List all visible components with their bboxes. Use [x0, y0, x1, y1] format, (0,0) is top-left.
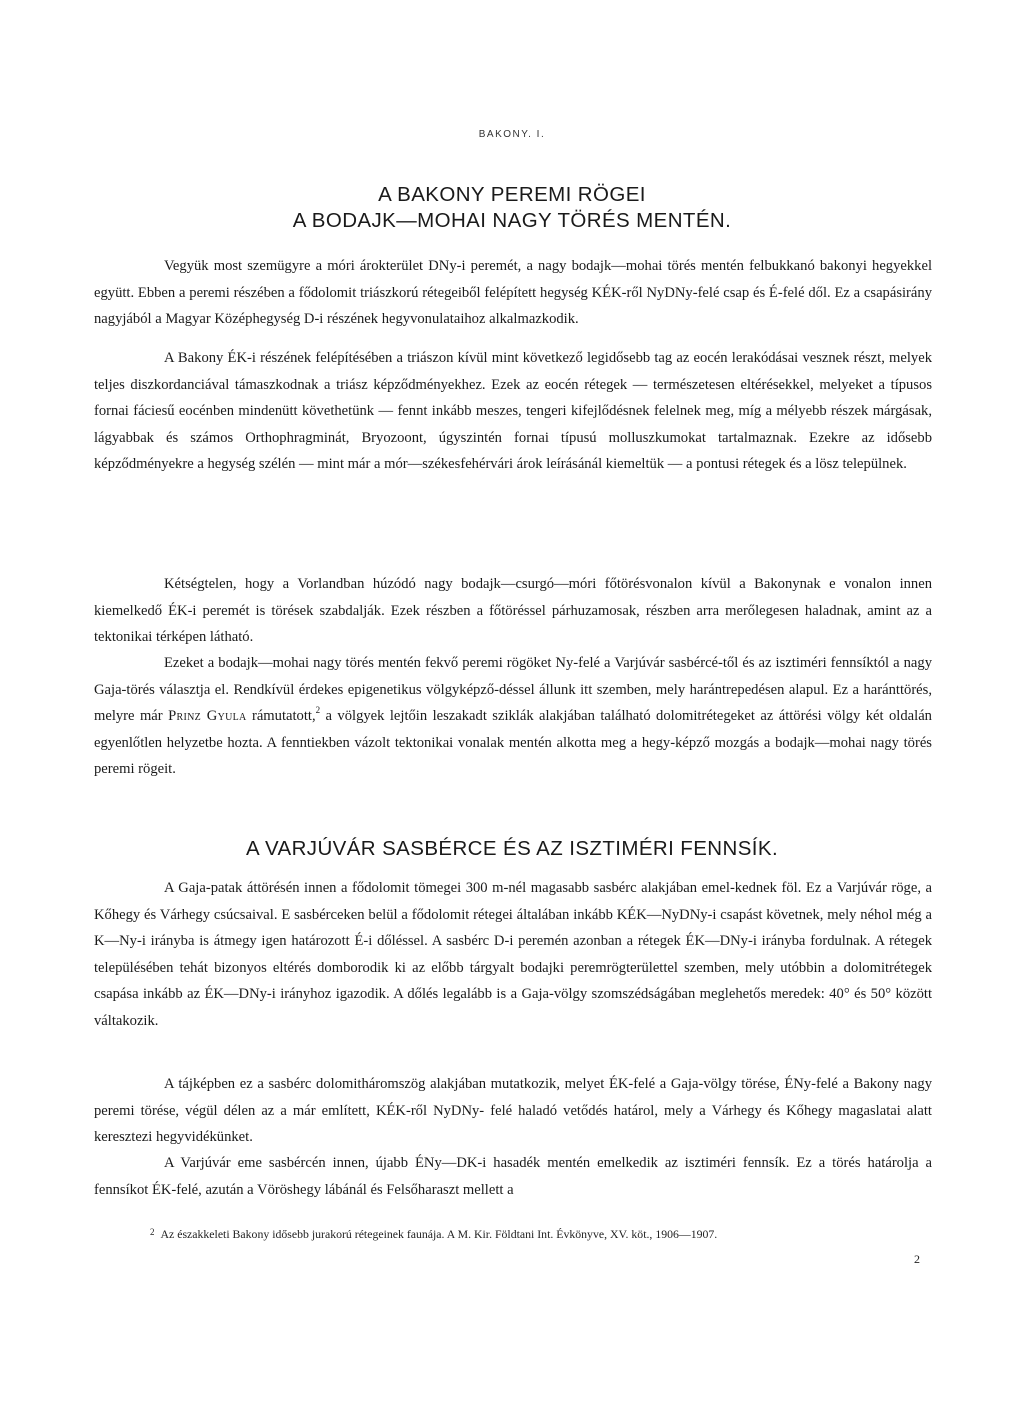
chapter-title-line-2: A BODAJK—MOHAI NAGY TÖRÉS MENTÉN.: [292, 209, 732, 232]
section-title: A VARJÚVÁR SASBÉRCE ÉS AZ ISZTIMÉRI FENNSÍK.: [245, 837, 779, 860]
footnote: [150, 1226, 940, 1243]
paragraph-1: Vegyük most szemügyre a móri árokterület DNy-i peremét, a nagy bodajk—mohai törés mentén felbukkanó bakonyi hegyekkel együtt. Ebben a peremi részében a fődolomit triászkorú rétegeiből felépített hegység KÉK-ről NyDNy-felé csap és É-felé dől. Ez a csapásirány nagyjából a Magyar Középhegység D-i részének hegyvonulataihoz alkalmazkodik.: [94, 258, 932, 327]
paragraph-4-text-end: a völgyek lejtőin leszakadt sziklák alakjában található dolomitrétegeket az áttörési völgy két oldalán egyenlőtlen helyzetbe hozta. A fenntiekben vázolt tektonikai vonalak mentén alkotta meg a hegy-képző mozgás a bodajk—mohai nagy törés peremi rögeit.: [94, 708, 932, 777]
running-head: BAKONY. I.: [478, 129, 546, 140]
paragraph-7: A Varjúvár eme sasbércén innen, újabb ÉNy—DK-i hasadék mentén emelkedik az isztiméri fennsík. Ez a törés határolja a fennsíkot ÉK-felé, azután a Vöröshegy lábánál és Felsőharaszt mellett a: [94, 1155, 932, 1198]
paragraph-3: Kétségtelen, hogy a Vorlandban húzódó nagy bodajk—csurgó—móri főtörésvonalon kívül a Bakonynak e vonalon innen kiemelkedő ÉK-i peremét is törések szabdalják. Ezek részben a főtöréssel párhuzamosak, részben arra merőlegesen haladnak, amint az a tektonikai térképen látható.: [94, 576, 932, 645]
paragraph-2: A Bakony ÉK-i részének felépítésében a triászon kívül mint következő legidősebb tag az eocén lerakódásai vesznek részt, melyek teljes diszkordanciával támaszkodnak a triász képződményekhez. Ezek az eocén rétegek — természetesen eltérésekkel, melyeket a típusos fornai fáciesű eocénben mindenütt követhetünk — fennt inkább meszes, tengeri kifejlődésnek felelnek meg, míg a mélyebb részek márgásak, lágyabbak és számos Orthophragminát, Bryozoont, úgyszintén fornai típusú molluszkumokat tartalmaznak. Ezekre az idősebb képződményekre a hegység szélén — mint már a mór—székesfehérvári árok leírásánál kiemeltük — a pontusi rétegek és a lösz települnek.: [94, 350, 932, 472]
footnote-mark: 2: [150, 1227, 155, 1237]
paragraph-4: [94, 650, 932, 783]
author-name: Prinz Gyula: [168, 708, 247, 724]
paragraph-5: A Gaja-patak áttörésén innen a fődolomit tömegei 300 m-nél magasabb sasbérc alakjában emel-kednek föl. Ez a Varjúvár röge, a Kőhegy és Várhegy csúcsaival. E sasbérceken belül a fődolomit rétegei általában inkább KÉK—NyDNy-i csapást követnek, mely néhol még a K—Ny-i irányba is átmegy igen határozott É-i dőléssel. A sasbérc D-i peremén azonban a rétegek ÉK—DNy-i irányba fordulnak. A rétegek településében tehát bizonyos eltérés domborodik ki az előbb tárgyalt bodajki peremrögterülettel szemben, mely utóbbin a dolomitrétegek csapása inkább az ÉK—DNy-i irányhoz igazodik. A dőlés legalább is a Gaja-völgy szomszédságában meglehetős meredek: 40° és 50° között váltakozik.: [94, 880, 932, 1029]
chapter-title-line-1: A BAKONY PEREMI RÖGEI: [378, 183, 646, 206]
paragraph-4-text-mid: rámutatott,: [251, 708, 316, 724]
footnote-reference: 2: [315, 705, 321, 716]
paragraph-4-text-start: Ezeket a bodajk—mohai nagy törés mentén fekvő peremi rögöket Ny-felé a Varjúvár sasbércé-től és az isztiméri fennsíktól a nagy Gaja-törés választja el. Rendkívül érdekes epigenetikus völgyképző-déssel állunk itt szemben, mely harántrepedésen alapul. Ez a haránttörés, melyre már: [94, 655, 932, 724]
footnote-text: Az északkeleti Bakony idősebb jurakorú rétegeinek faunája. A M. Kir. Földtani Int. Évkönyve, XV. köt., 1906—1907.: [160, 1227, 718, 1241]
page-number: 2: [914, 1252, 920, 1266]
paragraph-6: A tájképben ez a sasbérc dolomitháromszög alakjában mutatkozik, melyet ÉK-felé a Gaja-völgy törése, ÉNy-felé a Bakony nagy peremi törése, végül délen az a már említett, KÉK-ről NyDNy- felé haladó vetődés határol, mely a Várhegy és Kőhegy magaslatai alatt keresztezi hegyvidékünket.: [94, 1076, 932, 1145]
